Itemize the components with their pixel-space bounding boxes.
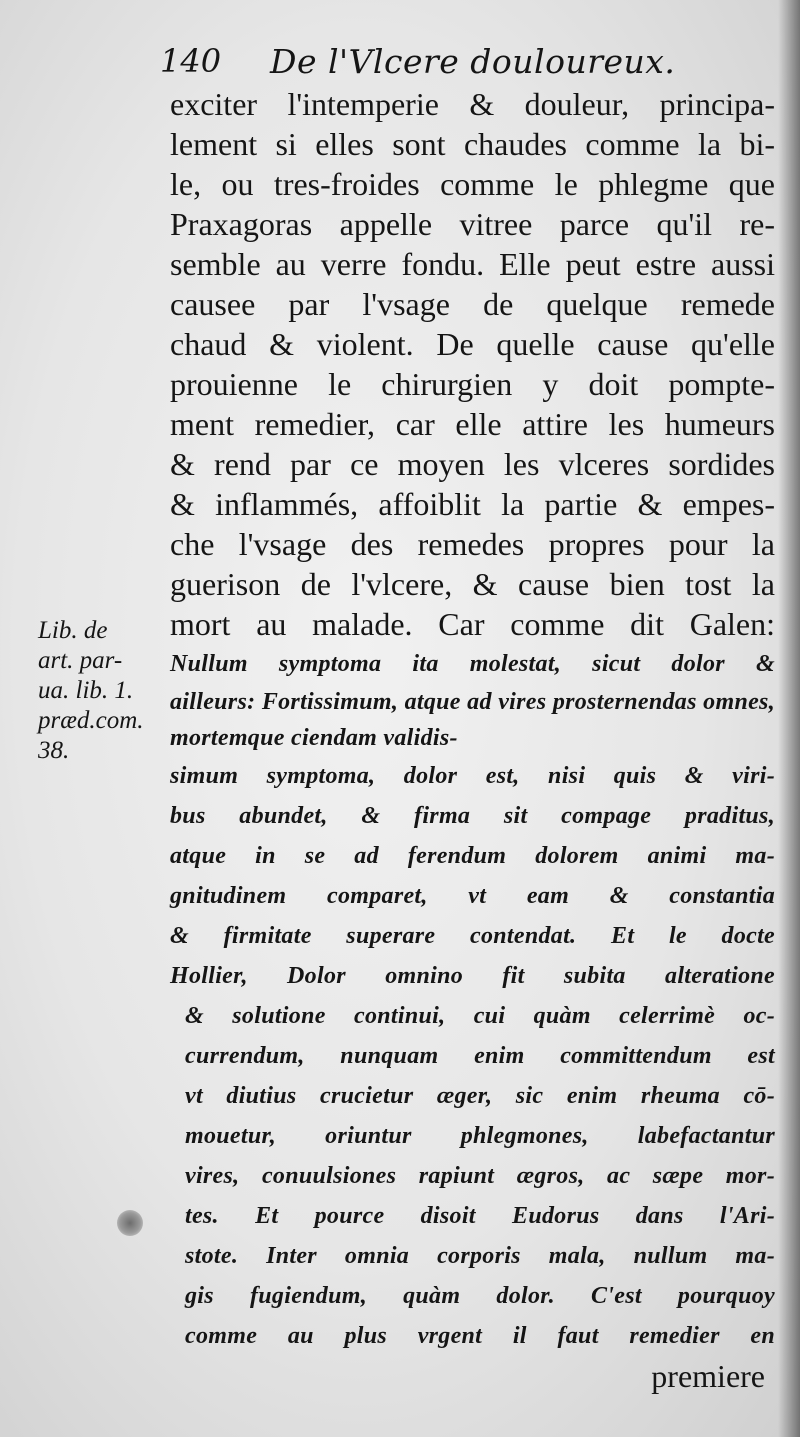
running-head: De l'Vlcere douloureux. bbox=[270, 42, 676, 81]
text-line: & inflammés, affoiblit la partie & empes- bbox=[170, 486, 775, 522]
latin-line: gnitudinem comparet, vt eam & constantia bbox=[170, 883, 775, 909]
latin-line: vires, conuulsiones rapiunt ægros, ac sæpe mor- bbox=[185, 1163, 775, 1189]
latin-line: gis fugiendum, quàm dolor. C'est pourquoy bbox=[185, 1283, 775, 1309]
text-line: guerison de l'vlcere, & cause bien tost la bbox=[170, 566, 775, 602]
latin-line: vt diutius crucietur æger, sic enim rheuma cō- bbox=[185, 1083, 775, 1109]
page-number: 140 bbox=[160, 42, 222, 80]
margin-note-line: ua. lib. 1. bbox=[38, 677, 134, 704]
text-line: ment remedier, car elle attire les humeurs bbox=[170, 406, 775, 442]
latin-line: comme au plus vrgent il faut remedier en bbox=[185, 1323, 775, 1349]
latin-line: Nullum symptoma ita molestat, sicut dolor & bbox=[170, 651, 775, 677]
catchword: premiere bbox=[651, 1358, 765, 1394]
latin-line: bus abundet, & firma sit compage praditus, bbox=[170, 803, 775, 829]
latin-line: stote. Inter omnia corporis mala, nullum ma- bbox=[185, 1243, 775, 1269]
latin-line: & solutione continui, cui quàm celerrimè oc- bbox=[185, 1003, 775, 1029]
latin-line: atque in se ad ferendum dolorem animi ma- bbox=[170, 843, 775, 869]
text-line: lement si elles sont chaudes comme la bi- bbox=[170, 126, 775, 162]
text-line: Praxagoras appelle vitree parce qu'il re- bbox=[170, 206, 775, 242]
latin-line: Hollier, Dolor omnino fit subita alteratione bbox=[170, 963, 775, 989]
margin-note-line: 38. bbox=[38, 737, 70, 764]
text-line: causee par l'vsage de quelque remede bbox=[170, 286, 775, 322]
text-line: semble au verre fondu. Elle peut estre aussi bbox=[170, 246, 775, 282]
latin-line: mouetur, oriuntur phlegmones, labefactantur bbox=[185, 1123, 775, 1149]
ink-stain bbox=[117, 1210, 143, 1236]
text-line: exciter l'intemperie & douleur, principa- bbox=[170, 86, 775, 122]
latin-line: & firmitate superare contendat. Et le docte bbox=[170, 923, 775, 949]
text-line: le, ou tres-froides comme le phlegme que bbox=[170, 166, 775, 202]
text-line: che l'vsage des remedes propres pour la bbox=[170, 526, 775, 562]
latin-line: tes. Et pource disoit Eudorus dans l'Ari- bbox=[185, 1203, 775, 1229]
page-header bbox=[160, 38, 680, 88]
latin-line: currendum, nunquam enim committendum est bbox=[185, 1043, 775, 1069]
text-line: chaud & violent. De quelle cause qu'elle bbox=[170, 326, 775, 362]
latin-line: ailleurs: Fortissimum, atque ad vires prosternendas omnes, mortemque ciendam validis- bbox=[170, 689, 775, 751]
body-text bbox=[170, 84, 775, 1396]
margin-note bbox=[38, 616, 178, 766]
text-line: & rend par ce moyen les vlceres sordides bbox=[170, 446, 775, 482]
text-line: mort au malade. Car comme dit Galen: bbox=[170, 606, 775, 642]
page-edge-shadow bbox=[778, 0, 800, 1437]
text-line: prouienne le chirurgien y doit pompte- bbox=[170, 366, 775, 402]
margin-note-line: Lib. de bbox=[38, 617, 108, 644]
margin-note-line: art. par- bbox=[38, 647, 123, 674]
latin-line: simum symptoma, dolor est, nisi quis & viri- bbox=[170, 763, 775, 789]
margin-note-line: præd.com. bbox=[38, 707, 144, 734]
